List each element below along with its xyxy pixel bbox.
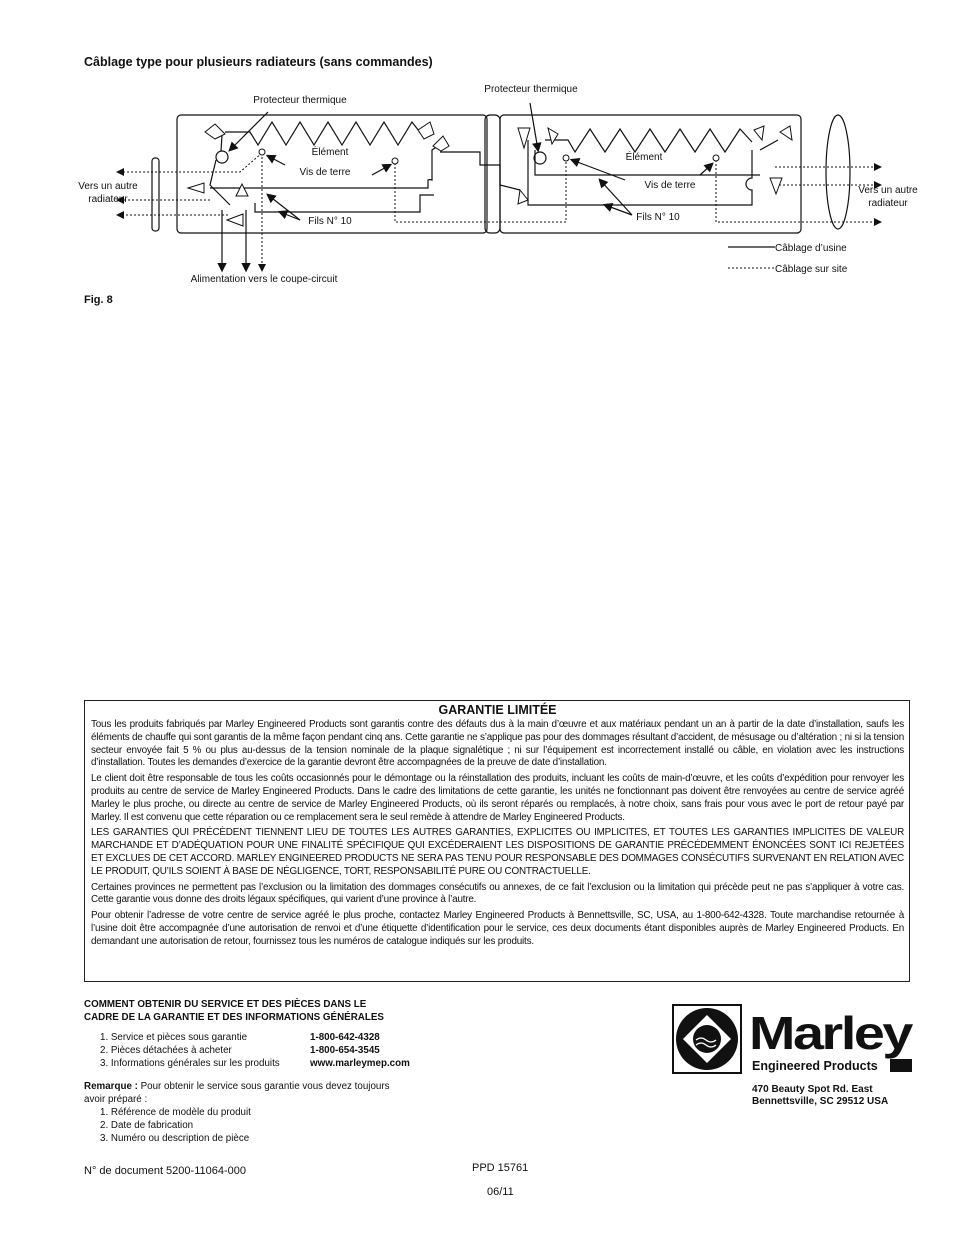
service-heading-2: CADRE DE LA GARANTIE ET DES INFORMATIONS GÉNÉRALES (84, 1012, 384, 1023)
label-to-other-right-1: Vers un autre (858, 185, 918, 196)
label-ground-screw-left: Vis de terre (299, 167, 351, 178)
legend-factory-wiring: Câblage d’usine (775, 243, 847, 254)
label-element-left: Élément (311, 147, 349, 158)
diagram-title: Câblage type pour plusieurs radiateurs (sans commandes) (84, 55, 433, 69)
remark-label: Remarque : (84, 1081, 138, 1092)
label-power-supply: Alimentation vers le coupe-circuit (190, 274, 338, 285)
label-to-other-right-2: radiateur (868, 198, 908, 209)
label-element-right: Élément (625, 152, 663, 163)
label-to-other-left-2: radiateur (88, 194, 128, 205)
warranty-paragraph: Tous les produits fabriqués par Marley Engineered Products sont garantis contre des défauts dus à la main d’œuvre et aux matériaux pendant un an à partir de la date d’installation, saufs les éléments de chauffe qui sont garantis de la même façon pendant cinq ans. Cette garantie ne s’applique pas pour des dommages résultant d’accident, de mésusage ou d’altération ; ni si la tension secteur envoyée fait 5 % ou plus au-dessus de la tension nominale de la plaque signalétique ; ni sur l’équipement est incorrectement installé ou câble, en violation avec les instructions d’installation. Toutes les demandes d’exercice de la garantie devront être accompagnées de la preuve de date d’installation. (91, 719, 904, 769)
warranty-paragraph: LES GARANTIES QUI PRÉCÈDENT TIENNENT LIEU DE TOUTES LES AUTRES GARANTIES, EXPLICITES OU IMPLICITES, ET TOUTES LES GARANTIES IMPLICITES DE VALEUR MARCHANDE ET D’ADÉQUATION POUR UNE FINALITÉ SPÉCIFIQUE QUI EXCÉDERAIENT LES DISPOSITIONS DE GARANTIE PRÉCÉDEMMENT ÉNONCÉES SONT ICI REJETÉES ET EXCLUES DE CET ACCORD. MARLEY ENGINEERED PRODUCTS NE SERA PAS TENU POUR RESPONSABLE DES DOMMAGES CONSÉCUTIFS SURVENANT EN RELATION AVEC LE PRODUIT, QU’ILS SOIENT À BASE DE NÉGLIGENCE, TORT, RESPONSABILITÉ PURE OU CONTRACTUELLE. (91, 827, 904, 877)
label-to-other-left-1: Vers un autre (78, 181, 138, 192)
publication-date: 06/11 (487, 1186, 514, 1198)
label-wires-right: Fils N° 10 (636, 212, 680, 223)
remark-item: 3. Numéro ou description de pièce (100, 1133, 250, 1144)
service-item-label: 3. Informations générales sur les produits (100, 1058, 280, 1069)
figure-label: Fig. 8 (84, 294, 113, 306)
warranty-paragraph: Pour obtenir l’adresse de votre centre de service agréé le plus proche, contactez Marley Engineered Products à Bennettsville, SC, USA, au 1-800-642-4328. Toute marchandise retournée à l’usine doit être accompagnée d’une autorisation de renvoi et d’une étiquette d’identification pour le service, ces deux documents étant disponibles auprès de Marley Engineered Products. En demandant une autorisation de retour, fournissez tous les numéros de catalogue indiqués sur les produits. (91, 910, 904, 947)
label-wires-left: Fils N° 10 (308, 216, 352, 227)
company-address (752, 1084, 888, 1108)
label-thermal-protector-left: Protecteur thermique (253, 95, 347, 106)
website-link[interactable]: www.marleymep.com (310, 1058, 410, 1069)
heating-element-left (225, 122, 428, 145)
logo-wordmark: Marley (749, 1007, 914, 1059)
service-info (84, 998, 504, 1070)
logo-subtitle: Engineered Products (752, 1059, 878, 1073)
remark-item: 2. Date de fabrication (100, 1120, 194, 1131)
service-item (84, 1057, 504, 1070)
warranty-paragraph: Le client doit être responsable de tous les coûts occasionnés pour le démontage ou la réinstallation des produits, incluant les coûts de main-d’œuvre, et les coûts d’expédition pour renvoyer les produits au centre de service de Marley Engineered Products. Dans le cadre des limitations de cette garantie, les unités ne fonctionnant pas doivent être renvoyées au centre de service agréé Marley le plus proche, ou directe au centre de service de Marley Engineered Products, où ils seront réparés ou remplacés, à notre choix, sans frais pour vous avec le port de retour payé par Marley. Il est convenu que cette réparation ou ce remplacement sera le seul remède à attendre de Marley Engineered Products. (91, 773, 904, 823)
label-ground-screw-right: Vis de terre (644, 180, 696, 191)
wiring-diagram (0, 0, 954, 300)
warranty-paragraph: Certaines provinces ne permettent pas l’exclusion ou la limitation des dommages consécutifs ou annexes, de ce fait l’exclusion ou la limitation qui précède peut ne pas s’appliquer à votre cas. Cette garantie vous donne des droits légaux spécifiques, qui varient d’une province à l’autre. (91, 881, 904, 906)
remark-item: 1. Référence de modèle du produit (100, 1107, 251, 1118)
conduit-right (826, 115, 850, 229)
remark-text: Pour obtenir le service sous garantie vous devez toujours (137, 1081, 390, 1092)
service-item-label: 2. Pièces détachées à acheter (100, 1045, 232, 1056)
address-line: 470 Beauty Spot Rd. East (752, 1084, 873, 1095)
legend-site-wiring: Câblage sur site (775, 264, 848, 275)
warranty-box (84, 700, 910, 982)
remark-text: avoir préparé : (84, 1094, 148, 1105)
service-item (84, 1031, 504, 1044)
heating-element-right (545, 129, 752, 152)
label-thermal-protector-right: Protecteur thermique (484, 84, 578, 95)
service-item (84, 1044, 504, 1057)
marley-logo (672, 1004, 917, 1076)
ppd-number: PPD 15761 (472, 1162, 529, 1174)
conduit-left (152, 158, 159, 231)
remark (84, 1080, 390, 1145)
parts-phone: 1-800-654-3545 (310, 1045, 380, 1056)
warranty-heading: GARANTIE LIMITÉE (438, 703, 557, 717)
service-phone: 1-800-642-4328 (310, 1032, 380, 1043)
service-heading-1: COMMENT OBTENIR DU SERVICE ET DES PIÈCES DANS LE (84, 999, 367, 1010)
document-number: N° de document 5200-11064-000 (84, 1165, 246, 1177)
address-line: Bennettsville, SC 29512 USA (752, 1096, 889, 1107)
service-item-label: 1. Service et pièces sous garantie (100, 1032, 248, 1043)
